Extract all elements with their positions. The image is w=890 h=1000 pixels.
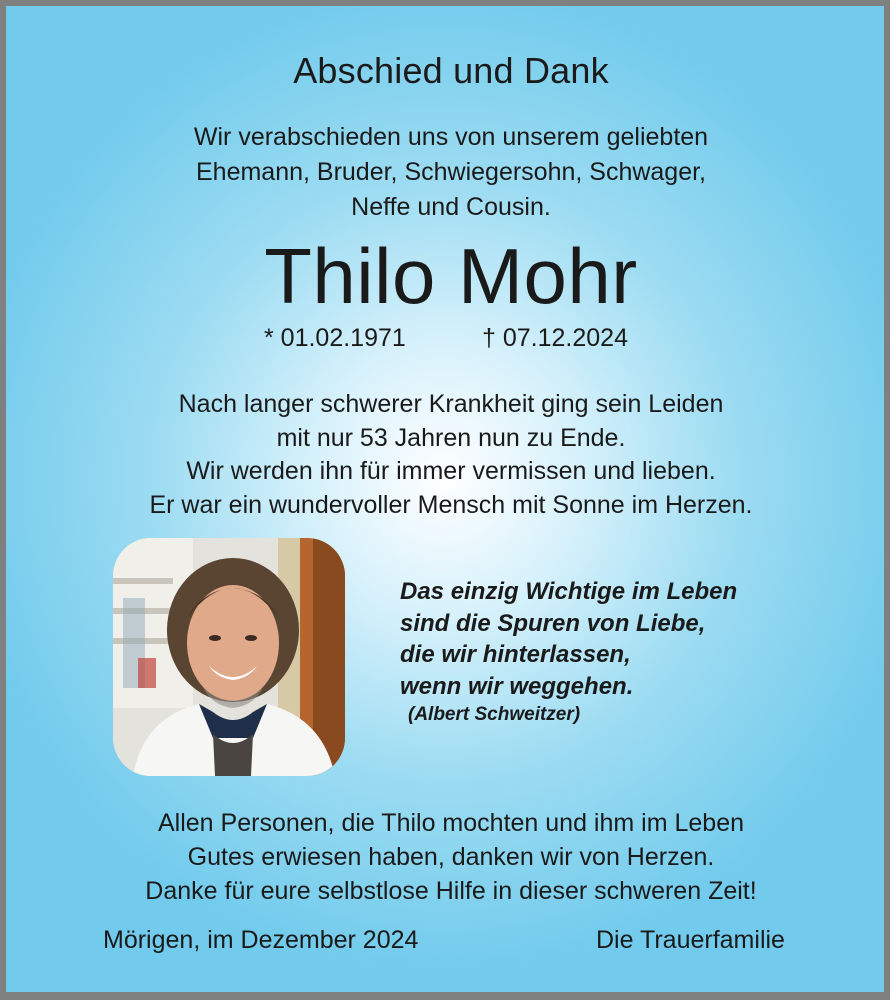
memorial-line: Wir werden ihn für immer vermissen und lieben.	[186, 457, 716, 485]
memorial-line: Nach langer schwerer Krankheit ging sein Leiden	[178, 390, 724, 418]
thanks-line: Danke für eure selbstlose Hilfe in dieser schweren Zeit!	[145, 877, 757, 905]
place-date: Mörigen, im Dezember 2024	[103, 926, 419, 954]
memorial-line: Er war ein wundervoller Mensch mit Sonne im Herzen.	[149, 490, 753, 519]
thanks-text	[6, 806, 890, 908]
quote-line: Das einzig Wichtige im Leben	[400, 578, 738, 605]
deceased-name: Thilo Mohr	[264, 232, 638, 320]
quote-author: (Albert Schweitzer)	[408, 704, 581, 725]
death-date: † 07.12.2024	[482, 324, 628, 352]
quote-block	[400, 576, 737, 728]
portrait-photo	[113, 538, 345, 776]
memorial-text	[6, 388, 890, 522]
memorial-line: mit nur 53 Jahren nun zu Ende.	[276, 423, 626, 452]
birth-date: * 01.02.1971	[264, 324, 406, 352]
obituary-card	[6, 6, 884, 992]
intro-line: Neffe und Cousin.	[351, 193, 551, 221]
quote-line: sind die Spuren von Liebe,	[400, 609, 706, 637]
intro-text	[6, 120, 890, 225]
thanks-line: Allen Personen, die Thilo mochten und ihm im Leben	[158, 809, 744, 837]
notice-title: Abschied und Dank	[293, 50, 609, 91]
signature: Die Trauerfamilie	[596, 926, 785, 954]
intro-line: Ehemann, Bruder, Schwiegersohn, Schwager,	[195, 158, 707, 186]
thanks-line: Gutes erwiesen haben, danken wir von Herzen.	[187, 843, 715, 871]
intro-line: Wir verabschieden uns von unserem geliebten	[193, 123, 709, 151]
quote-line: wenn wir weggehen.	[400, 672, 634, 700]
quote-line: die wir hinterlassen,	[400, 641, 631, 668]
